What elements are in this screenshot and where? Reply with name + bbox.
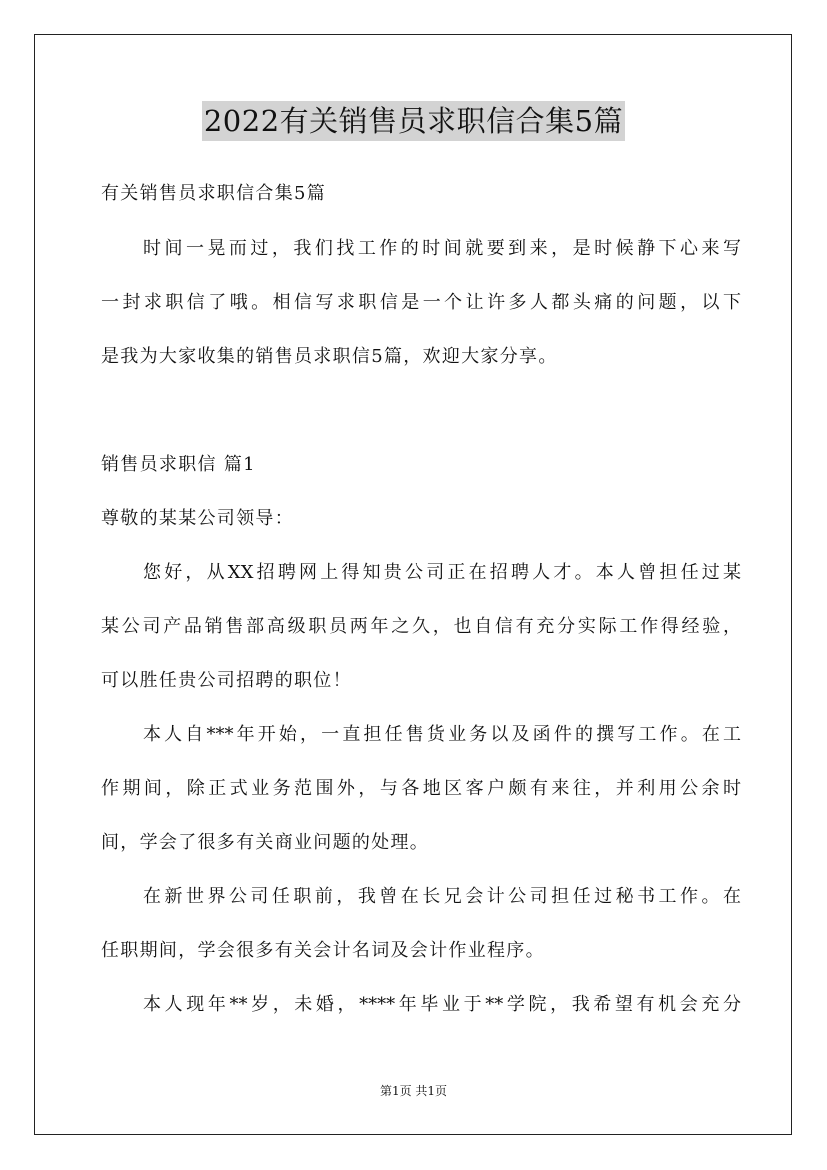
section-heading: 销售员求职信 篇1 xyxy=(101,454,256,475)
salutation: 尊敬的某某公司领导： xyxy=(101,508,294,529)
document-title: 2022有关销售员求职信合集5篇 xyxy=(202,101,625,141)
intro-line-1: 时间一晃而过，我们找工作的时间就要到来，是时候静下心来写 xyxy=(143,238,741,259)
paragraph-2-line-1: 本人自***年开始，一直担任售货业务以及函件的撰写工作。在工 xyxy=(143,724,741,745)
document-subtitle: 有关销售员求职信合集5篇 xyxy=(101,183,327,204)
paragraph-4-line-1: 本人现年**岁，未婚，****年毕业于**学院，我希望有机会充分 xyxy=(143,994,741,1015)
title-container xyxy=(0,101,827,141)
paragraph-1-line-3: 可以胜任贵公司招聘的职位！ xyxy=(101,670,352,691)
paragraph-1-line-1: 您好，从XX招聘网上得知贵公司正在招聘人才。本人曾担任过某 xyxy=(143,562,741,583)
paragraph-2-line-3: 间，学会了很多有关商业问题的处理。 xyxy=(101,832,430,853)
paragraph-3-line-1: 在新世界公司任职前，我曾在长兄会计公司担任过秘书工作。在 xyxy=(143,886,741,907)
paragraph-3-line-2: 任职期间，学会很多有关会计名词及会计作业程序。 xyxy=(101,940,545,961)
intro-line-3: 是我为大家收集的销售员求职信5篇，欢迎大家分享。 xyxy=(101,346,558,367)
paragraph-1-line-2: 某公司产品销售部高级职员两年之久，也自信有充分实际工作得经验， xyxy=(101,616,741,637)
intro-line-2: 一封求职信了哦。相信写求职信是一个让许多人都头痛的问题，以下 xyxy=(101,292,741,313)
paragraph-2-line-2: 作期间，除正式业务范围外，与各地区客户颇有来往，并利用公余时 xyxy=(101,778,741,799)
page-number-footer: 第1页 共1页 xyxy=(379,1084,448,1098)
